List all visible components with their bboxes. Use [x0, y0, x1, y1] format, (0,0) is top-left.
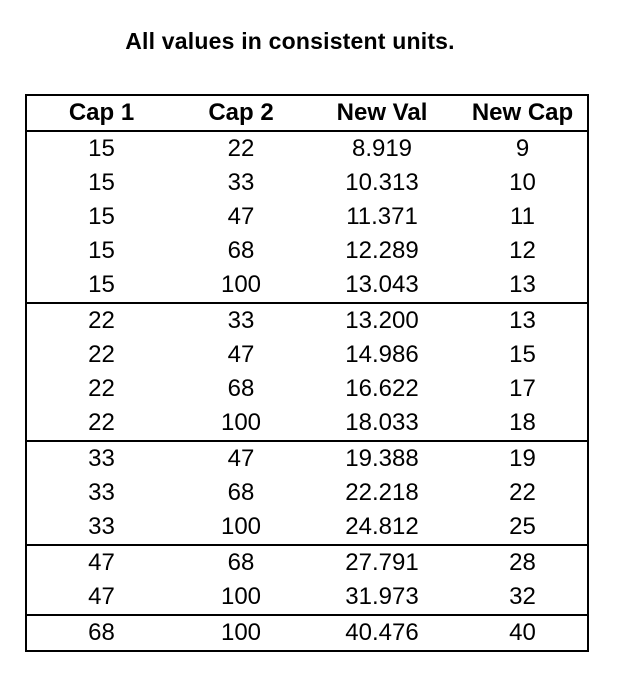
cell-cap-2: 22 [227, 135, 255, 162]
table-row [26, 166, 588, 200]
cell-new-val: 10.313 [345, 169, 419, 196]
cell-new-val: 13.200 [345, 307, 419, 334]
table-row [26, 510, 588, 545]
cell-cap-2: 68 [227, 479, 255, 506]
cell-cap-1: 15 [88, 135, 115, 162]
cell-new-val: 13.043 [306, 268, 458, 303]
cell-new-val: 19.388 [345, 445, 419, 472]
cell-cap-1: 33 [88, 445, 115, 472]
cell-cap-2: 100 [176, 510, 306, 545]
cell-new-cap: 15 [509, 341, 536, 368]
table-row [26, 268, 588, 303]
cell-cap-1: 22 [88, 341, 115, 368]
cell-new-cap: 10 [509, 169, 536, 196]
cell-new-val: 11.371 [346, 203, 418, 230]
table-row [26, 234, 588, 268]
cell-cap-1: 68 [88, 619, 115, 646]
cell-cap-2: 33 [227, 307, 255, 334]
table-row [26, 303, 588, 338]
cell-new-val: 40.476 [345, 619, 419, 646]
cell-cap-1: 33 [26, 510, 176, 545]
cell-new-cap: 19 [509, 445, 536, 472]
cell-cap-2: 100 [220, 619, 262, 646]
cell-new-val: 18.033 [306, 406, 458, 441]
cell-cap-2: 100 [176, 268, 306, 303]
table-row [26, 372, 588, 406]
table-row [26, 441, 588, 476]
cell-new-val: 8.919 [351, 135, 413, 162]
cell-new-cap: 13 [509, 307, 536, 334]
cell-cap-1: 33 [88, 479, 115, 506]
header-cap-1: Cap 1 [26, 95, 176, 131]
cell-new-cap: 17 [509, 375, 536, 402]
cell-cap-2: 33 [227, 169, 255, 196]
cell-new-cap: 13 [458, 268, 588, 303]
cell-cap-1: 15 [88, 203, 115, 230]
cell-cap-1: 22 [88, 307, 115, 334]
cell-new-cap: 11 [510, 203, 535, 230]
cell-new-val: 22.218 [345, 479, 419, 506]
table-row [26, 476, 588, 510]
table-row [26, 338, 588, 372]
cell-cap-1: 47 [88, 549, 115, 576]
capacitor-table [25, 94, 589, 652]
cell-new-cap: 40 [509, 619, 536, 646]
table-row [26, 200, 588, 234]
cell-new-cap: 9 [515, 135, 530, 162]
cell-new-val: 16.622 [345, 375, 419, 402]
cell-cap-1: 15 [26, 268, 176, 303]
cell-cap-2: 47 [227, 341, 255, 368]
cell-new-val: 14.986 [345, 341, 419, 368]
header-new-cap: New Cap [458, 95, 588, 131]
cell-cap-1: 15 [88, 169, 115, 196]
cell-new-cap: 12 [509, 237, 536, 264]
table-row [26, 131, 588, 166]
cell-new-val: 27.791 [345, 549, 419, 576]
cell-new-cap: 22 [509, 479, 536, 506]
table-row [26, 580, 588, 615]
cell-new-val: 31.973 [306, 580, 458, 615]
cell-new-val: 12.289 [345, 237, 419, 264]
cell-cap-2: 68 [227, 375, 255, 402]
cell-cap-2: 100 [176, 406, 306, 441]
cell-cap-1: 22 [26, 406, 176, 441]
cell-cap-2: 47 [227, 203, 255, 230]
cell-new-cap: 25 [458, 510, 588, 545]
cell-cap-1: 22 [88, 375, 115, 402]
cell-cap-2: 47 [227, 445, 255, 472]
header-row [26, 95, 588, 131]
page-title: All values in consistent units. [125, 28, 455, 54]
cell-cap-2: 68 [227, 237, 255, 264]
table-row [26, 406, 588, 441]
header-cap-2: Cap 2 [176, 95, 306, 131]
cell-new-val: 24.812 [306, 510, 458, 545]
cell-cap-1: 15 [88, 237, 115, 264]
cell-new-cap: 32 [458, 580, 588, 615]
cell-new-cap: 18 [458, 406, 588, 441]
cell-new-cap: 28 [509, 549, 536, 576]
table-row [26, 615, 588, 651]
header-new-val: New Val [306, 95, 458, 131]
cell-cap-2: 100 [176, 580, 306, 615]
cell-cap-2: 68 [227, 549, 255, 576]
table-row [26, 545, 588, 580]
cell-cap-1: 47 [26, 580, 176, 615]
